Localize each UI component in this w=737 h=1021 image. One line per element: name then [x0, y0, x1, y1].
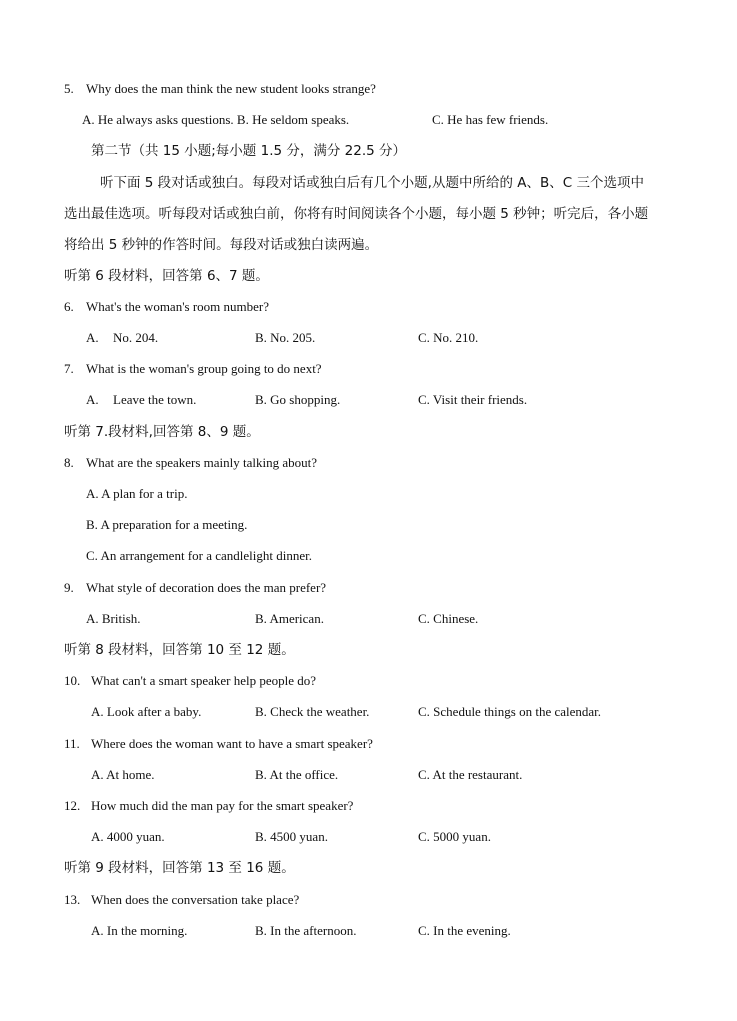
q7-option-a-label: A. [86, 392, 99, 407]
material8-heading: 听第 8 段材料，回答第 10 至 12 题。 [64, 642, 295, 658]
q13-option-a: A. In the morning. [91, 923, 188, 938]
section2-instructions-line2: 选出最佳选项。听每段对话或独白前，你将有时间阅读各个小题，每小题 5 秒钟；听完后，各小题 [64, 206, 649, 222]
q11-option-a: A. At home. [91, 767, 155, 782]
material6-heading: 听第 6 段材料，回答第 6、7 题。 [64, 268, 269, 284]
section2-instructions-line3: 将给出 5 秒钟的作答时间。每段对话或独白读两遍。 [64, 237, 379, 253]
q13-number: 13. [64, 892, 81, 907]
section2-instructions-line1: 听下面 5 段对话或独白。每段对话或独白后有几个小题,从题中所给的 A、B、C 三个选项中 [100, 175, 644, 191]
q10-question: What can't a smart speaker help people do? [91, 673, 317, 688]
material9-heading: 听第 9 段材料，回答第 13 至 16 题。 [64, 860, 295, 876]
q12-option-b: B. 4500 yuan. [255, 829, 328, 844]
q13-question: When does the conversation take place? [91, 892, 300, 907]
q11-option-c: C. At the restaurant. [418, 767, 523, 782]
q10-number: 10. [64, 673, 81, 688]
q7-question: What is the woman's group going to do next? [86, 361, 322, 376]
q12-number: 12. [64, 798, 81, 813]
q6-number: 6. [64, 299, 74, 314]
q9-option-b: B. American. [255, 611, 324, 626]
q8-option-c: C. An arrangement for a candlelight dinner. [86, 548, 312, 563]
q7-number: 7. [64, 361, 74, 376]
q6-question: What's the woman's room number? [86, 299, 270, 314]
section2-heading: 第二节（共 15 小题;每小题 1.5 分，满分 22.5 分） [91, 143, 407, 159]
material7-heading: 听第 7.段材料,回答第 8、9 题。 [64, 424, 260, 440]
q9-option-c: C. Chinese. [418, 611, 479, 626]
q10-option-b: B. Check the weather. [255, 704, 370, 719]
q5-question: Why does the man think the new student looks strange? [86, 81, 376, 96]
q10-option-a: A. Look after a baby. [91, 704, 202, 719]
q6-option-b: B. No. 205. [255, 330, 316, 345]
q11-option-b: B. At the office. [255, 767, 339, 782]
q12-option-a: A. 4000 yuan. [91, 829, 165, 844]
q6-option-a: No. 204. [113, 330, 159, 345]
q6-option-c: C. No. 210. [418, 330, 479, 345]
q13-option-b: B. In the afternoon. [255, 923, 357, 938]
q8-option-a: A. A plan for a trip. [86, 486, 188, 501]
q10-option-c: C. Schedule things on the calendar. [418, 704, 602, 719]
q5-number: 5. [64, 81, 74, 96]
q7-option-c: C. Visit their friends. [418, 392, 528, 407]
q5-option-c: C. He has few friends. [432, 112, 549, 127]
q11-number: 11. [64, 736, 80, 751]
q12-option-c: C. 5000 yuan. [418, 829, 491, 844]
q9-question: What style of decoration does the man prefer? [86, 580, 327, 595]
q8-number: 8. [64, 455, 74, 470]
q8-option-b: B. A preparation for a meeting. [86, 517, 248, 532]
q11-question: Where does the woman want to have a smart speaker? [91, 736, 373, 751]
q13-option-c: C. In the evening. [418, 923, 511, 938]
q7-option-a: Leave the town. [113, 392, 197, 407]
q9-number: 9. [64, 580, 74, 595]
q6-option-a-label: A. [86, 330, 99, 345]
q7-option-b: B. Go shopping. [255, 392, 341, 407]
q9-option-a: A. British. [86, 611, 141, 626]
q8-question: What are the speakers mainly talking about? [86, 455, 318, 470]
q12-question: How much did the man pay for the smart speaker? [91, 798, 354, 813]
q5-options-ab: A. He always asks questions. B. He seldom speaks. [82, 112, 350, 127]
